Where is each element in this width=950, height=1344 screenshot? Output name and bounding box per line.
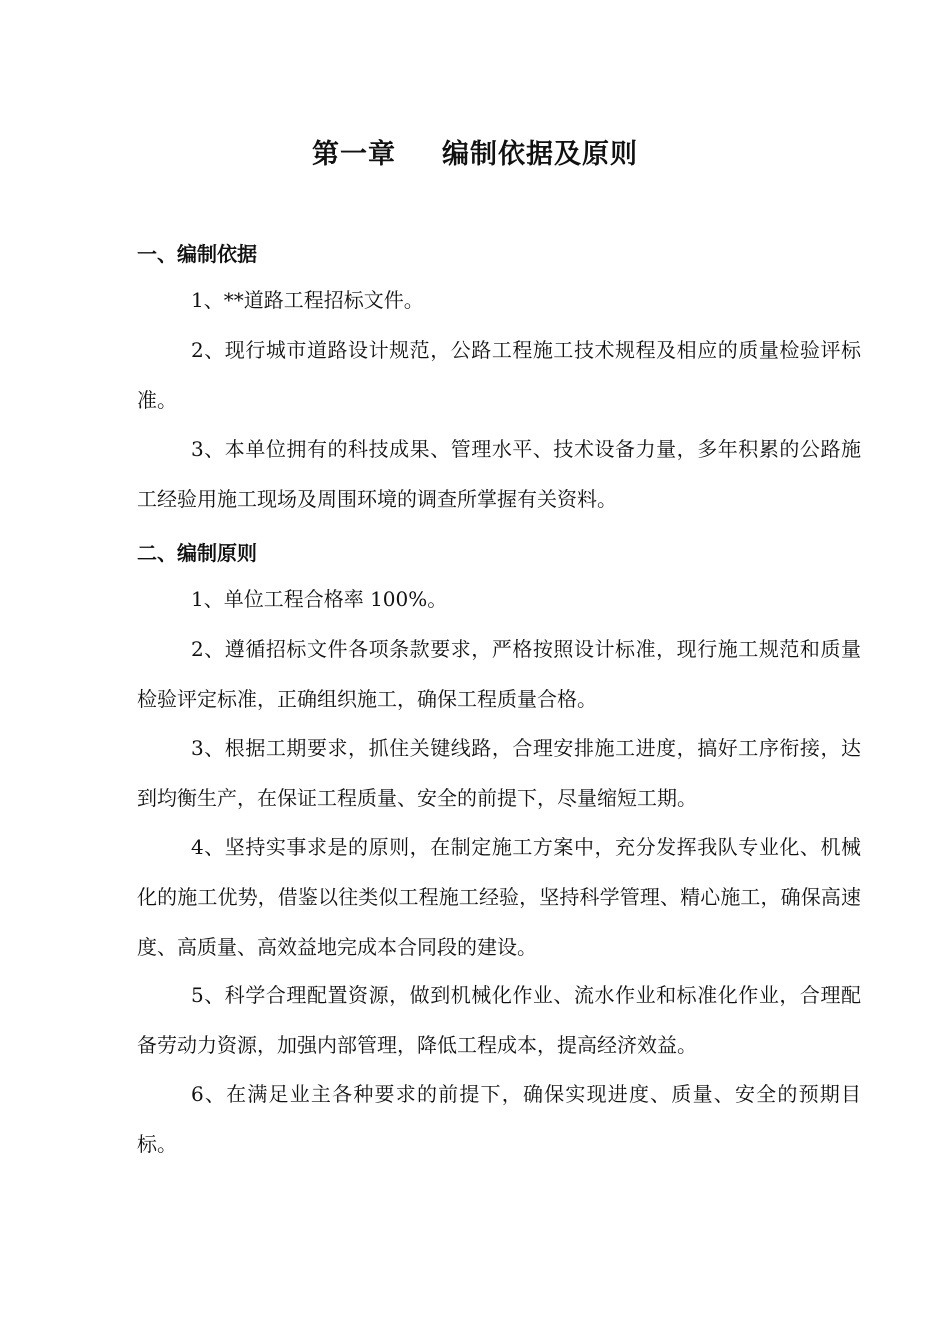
principle-item-4: 4、坚持实事求是的原则，在制定施工方案中，充分发挥我队专业化、机械化的施工优势，借鉴以往类似工程施工经验，坚持科学管理、精心施工，确保高速度、高质量、高效益地完成本合同段的建设。 <box>137 835 861 959</box>
basis-item-3: 3、本单位拥有的科技成果、管理水平、技术设备力量，多年积累的公路施工经验用施工现场及周围环境的调查所掌握有关资料。 <box>137 437 861 511</box>
principle-item-1: 1、单位工程合格率 100%。 <box>191 587 448 611</box>
section-heading-basis: 一、编制依据 <box>137 242 257 266</box>
chapter-title <box>0 132 950 171</box>
principle-item-2: 2、遵循招标文件各项条款要求，严格按照设计标准，现行施工规范和质量检验评定标准，正确组织施工，确保工程质量合格。 <box>137 637 861 711</box>
principle-item-6: 6、在满足业主各种要求的前提下，确保实现进度、质量、安全的预期目标。 <box>137 1082 861 1156</box>
basis-item-2: 2、现行城市道路设计规范，公路工程施工技术规程及相应的质量检验评标准。 <box>137 338 861 412</box>
chapter-name: 编制依据及原则 <box>442 139 638 170</box>
principle-item-3: 3、根据工期要求，抓住关键线路，合理安排施工进度，搞好工序衔接，达到均衡生产，在保证工程质量、安全的前提下，尽量缩短工期。 <box>137 736 861 810</box>
basis-item-1: 1、**道路工程招标文件。 <box>191 288 424 312</box>
chapter-number: 第一章 <box>312 139 396 170</box>
principle-item-5: 5、科学合理配置资源，做到机械化作业、流水作业和标准化作业，合理配备劳动力资源，加强内部管理，降低工程成本，提高经济效益。 <box>137 983 861 1057</box>
section-heading-principles: 二、编制原则 <box>137 541 257 565</box>
